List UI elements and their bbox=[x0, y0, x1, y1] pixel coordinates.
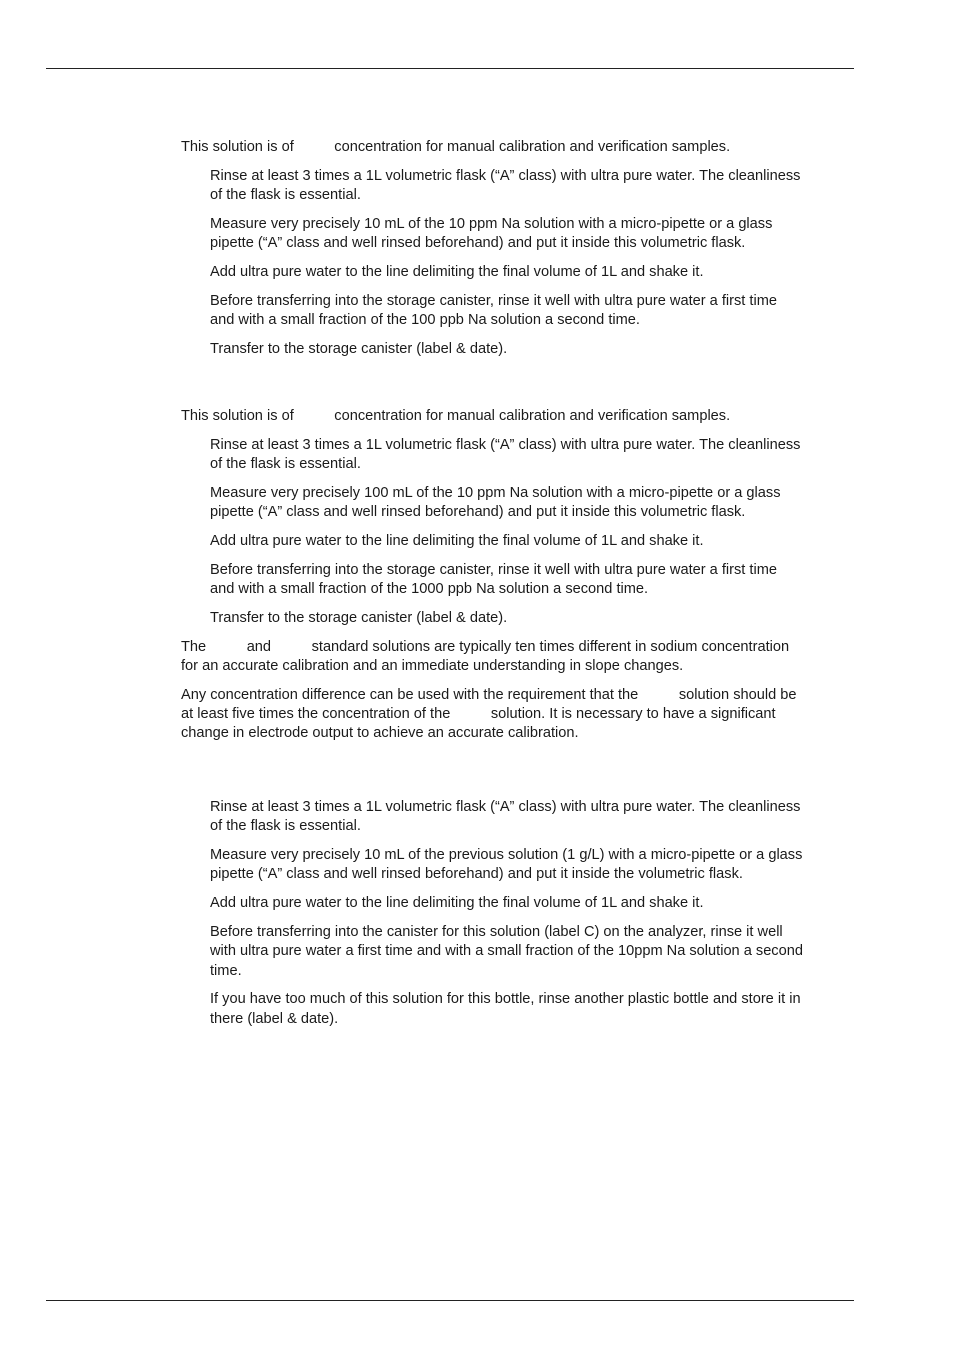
section-3-step-4-line-2: with ultra pure water a first time and with a small fraction of the 10ppm Na solution a second bbox=[210, 943, 803, 959]
header-rule bbox=[46, 68, 854, 69]
section-2-step-1-line-2: of the flask is essential. bbox=[210, 456, 361, 472]
section-3-step-5-line-2: there (label & date). bbox=[210, 1011, 339, 1027]
section-3-step-2-line-1: Measure very precisely 10 mL of the previous solution (1 g/L) with a micro-pipette or a glass bbox=[210, 847, 803, 863]
section-1-step-2-line-1: Measure very precisely 10 mL of the 10 ppm Na solution with a micro-pipette or a glass bbox=[210, 216, 773, 232]
section-3-step-5-line-1: If you have too much of this solution for this bottle, rinse another plastic bottle and store it in bbox=[210, 991, 801, 1007]
section-2-step-3-line-1: Add ultra pure water to the line delimiting the final volume of 1L and shake it. bbox=[210, 533, 704, 549]
section-3-step-4-line-1: Before transferring into the canister for this solution (label C) on the analyzer, rinse it well bbox=[210, 924, 783, 940]
section-2-step-2-line-2: pipette (“A” class and well rinsed beforehand) and put it inside this volumetric flask. bbox=[210, 504, 746, 520]
section-1-step-1-line-2: of the flask is essential. bbox=[210, 187, 361, 203]
section-3-step-1-line-1: Rinse at least 3 times a 1L volumetric flask (“A” class) with ultra pure water. The cleanliness bbox=[210, 799, 801, 815]
section-2-note-1-line-1: The and standard solutions are typically ten times different in sodium concentration bbox=[181, 639, 790, 655]
section-2-step-1-line-1: Rinse at least 3 times a 1L volumetric flask (“A” class) with ultra pure water. The cleanliness bbox=[210, 437, 801, 453]
section-2-note-2-line-3: change in electrode output to achieve an accurate calibration. bbox=[181, 725, 579, 741]
section-1-step-4-line-2: and with a small fraction of the 100 ppb Na solution a second time. bbox=[210, 312, 640, 328]
section-2-note-2-line-1: Any concentration difference can be used with the requirement that the solution should be bbox=[181, 687, 797, 703]
section-1-step-1-line-1: Rinse at least 3 times a 1L volumetric flask (“A” class) with ultra pure water. The cleanliness bbox=[210, 168, 801, 184]
section-3-step-3-line-1: Add ultra pure water to the line delimiting the final volume of 1L and shake it. bbox=[210, 895, 704, 911]
section-1-step-3-line-1: Add ultra pure water to the line delimiting the final volume of 1L and shake it. bbox=[210, 264, 704, 280]
section-2-note-2-line-2: at least five times the concentration of the solution. It is necessary to have a significant bbox=[181, 706, 776, 722]
section-1-intro: This solution is of concentration for manual calibration and verification samples. bbox=[181, 139, 731, 155]
section-3-step-4-line-3: time. bbox=[210, 963, 242, 979]
section-2-step-4-line-1: Before transferring into the storage canister, rinse it well with ultra pure water a first time bbox=[210, 562, 777, 578]
footer-rule bbox=[46, 1300, 854, 1301]
section-1-step-4-line-1: Before transferring into the storage canister, rinse it well with ultra pure water a first time bbox=[210, 293, 777, 309]
section-2-note-1-line-2: for an accurate calibration and an immediate understanding in slope changes. bbox=[181, 658, 684, 674]
section-3-step-1-line-2: of the flask is essential. bbox=[210, 818, 361, 834]
section-2-step-5-line-1: Transfer to the storage canister (label & date). bbox=[210, 610, 508, 626]
section-1-step-2-line-2: pipette (“A” class and well rinsed beforehand) and put it inside this volumetric flask. bbox=[210, 235, 746, 251]
section-2-step-2-line-1: Measure very precisely 100 mL of the 10 ppm Na solution with a micro-pipette or a glass bbox=[210, 485, 781, 501]
section-2-step-4-line-2: and with a small fraction of the 1000 ppb Na solution a second time. bbox=[210, 581, 649, 597]
section-2-intro: This solution is of concentration for manual calibration and verification samples. bbox=[181, 408, 731, 424]
section-3-step-2-line-2: pipette (“A” class and well rinsed beforehand) and put it inside the volumetric flask. bbox=[210, 866, 743, 882]
section-1-step-5-line-1: Transfer to the storage canister (label & date). bbox=[210, 341, 508, 357]
